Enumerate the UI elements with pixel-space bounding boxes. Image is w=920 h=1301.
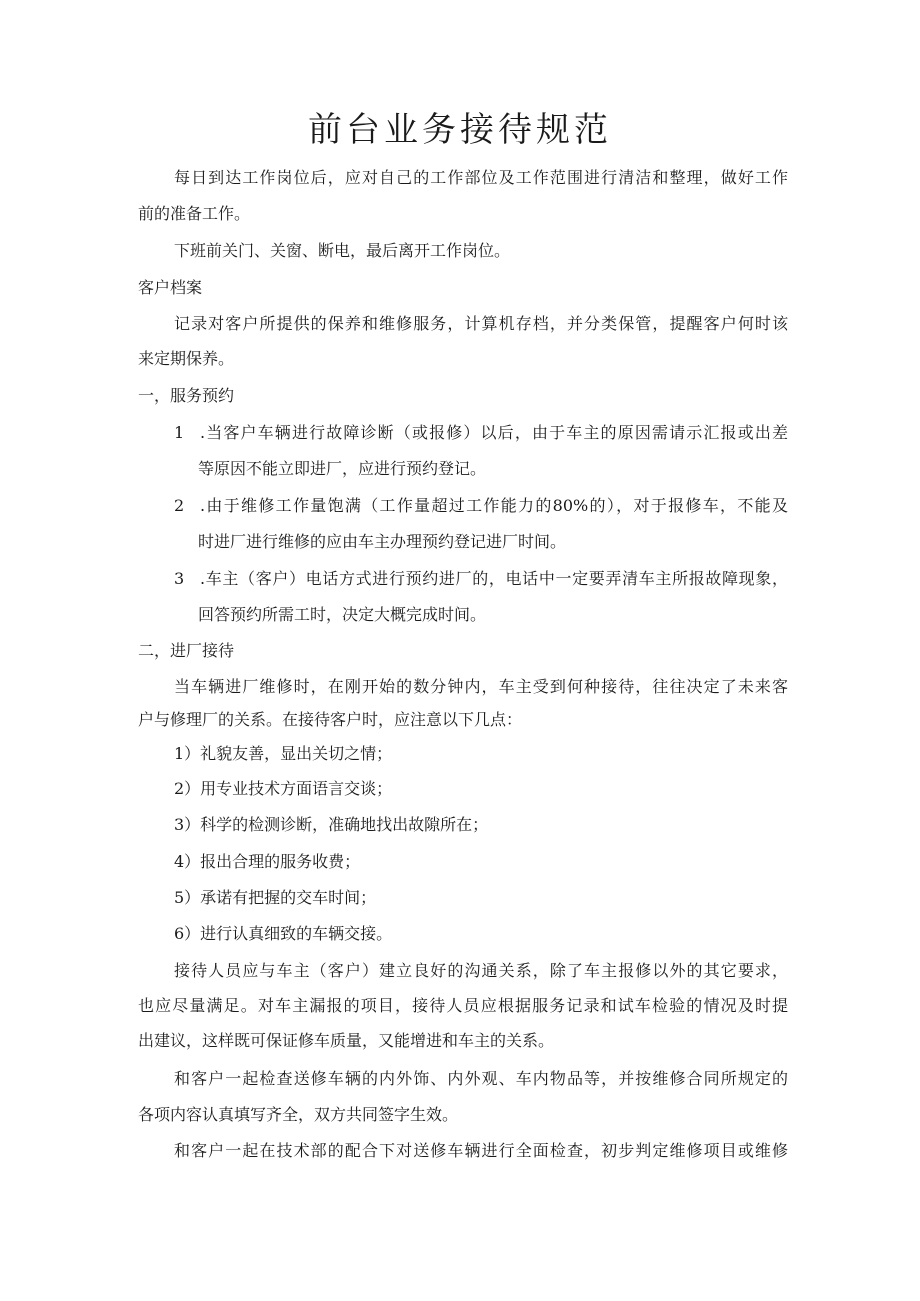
paragraph-line: 记录对客户所提供的保养和维修服务，计算机存档，并分类保管，提醒客户何时该: [174, 314, 788, 333]
list-item-text: .车主（客户）电话方式进行预约进厂的，电话中一定要弄清车主所报故障现象，: [200, 569, 788, 588]
section-heading-customer-files: 客户档案: [138, 278, 203, 297]
list-item-number: 3: [174, 569, 185, 588]
list-item-continuation: 时进厂进行维修的应由车主办理预约登记进厂时间。: [198, 532, 567, 551]
paragraph-line: 每日到达工作岗位后，应对自己的工作部位及工作范围进行清洁和整理，做好工作: [174, 168, 788, 187]
paragraph-line: 出建议，这样既可保证修车质量，又能增进和车主的关系。: [138, 1031, 555, 1050]
list-item: [174, 569, 788, 589]
section-heading-reception: 二，进厂接待: [138, 641, 235, 660]
point-item: 2）用专业技术方面语言交谈；: [174, 779, 393, 798]
list-item-number: 1: [174, 423, 185, 442]
paragraph-line: 下班前关门、关窗、断电，最后离开工作岗位。: [174, 241, 511, 260]
document-title: 前台业务接待规范: [308, 110, 612, 150]
paragraph-line: 各项内容认真填写齐全，双方共同签字生效。: [138, 1105, 459, 1124]
point-item: 1）礼貌友善，显出关切之情；: [174, 744, 393, 763]
point-item: 6）进行认真细致的车辆交接。: [174, 924, 393, 943]
list-item-text: .当客户车辆进行故障诊断（或报修）以后，由于车主的原因需请示汇报或出差: [200, 423, 788, 442]
list-item-continuation: 等原因不能立即进厂，应进行预约登记。: [198, 459, 487, 478]
section-heading-appointment: 一，服务预约: [138, 386, 235, 405]
list-item-continuation: 回答预约所需工时，决定大概完成时间。: [198, 605, 487, 624]
paragraph-line: 当车辆进厂维修时，在刚开始的数分钟内，车主受到何种接待，往往决定了未来客: [174, 677, 788, 696]
point-item: 3）科学的检测诊断，准确地找出故隙所在；: [174, 815, 489, 834]
paragraph-line: 也应尽量满足。对车主漏报的项目，接待人员应根据服务记录和试车检验的情况及时提: [138, 996, 788, 1015]
point-item: 4）报出合理的服务收费；: [174, 852, 361, 871]
paragraph-line: 户与修理厂的关系。在接待客户时，应注意以下几点：: [138, 710, 523, 729]
paragraph-line: 来定期保养。: [138, 349, 235, 368]
list-item: [174, 423, 788, 443]
list-item: [174, 496, 788, 516]
list-item-text: .由于维修工作量饱满（工作量超过工作能力的80%的），对于报修车，不能及: [200, 496, 788, 515]
paragraph-line: 和客户一起检查送修车辆的内外饰、内外观、车内物品等，并按维修合同所规定的: [174, 1069, 788, 1088]
paragraph-line: 前的准备工作。: [138, 204, 251, 223]
point-item: 5）承诺有把握的交车时间；: [174, 888, 377, 907]
paragraph-line: 接待人员应与车主（客户）建立良好的沟通关系，除了车主报修以外的其它要求，: [174, 961, 788, 980]
paragraph-line: 和客户一起在技术部的配合下对送修车辆进行全面检查，初步判定维修项目或维修: [174, 1141, 788, 1160]
list-item-number: 2: [174, 496, 185, 515]
